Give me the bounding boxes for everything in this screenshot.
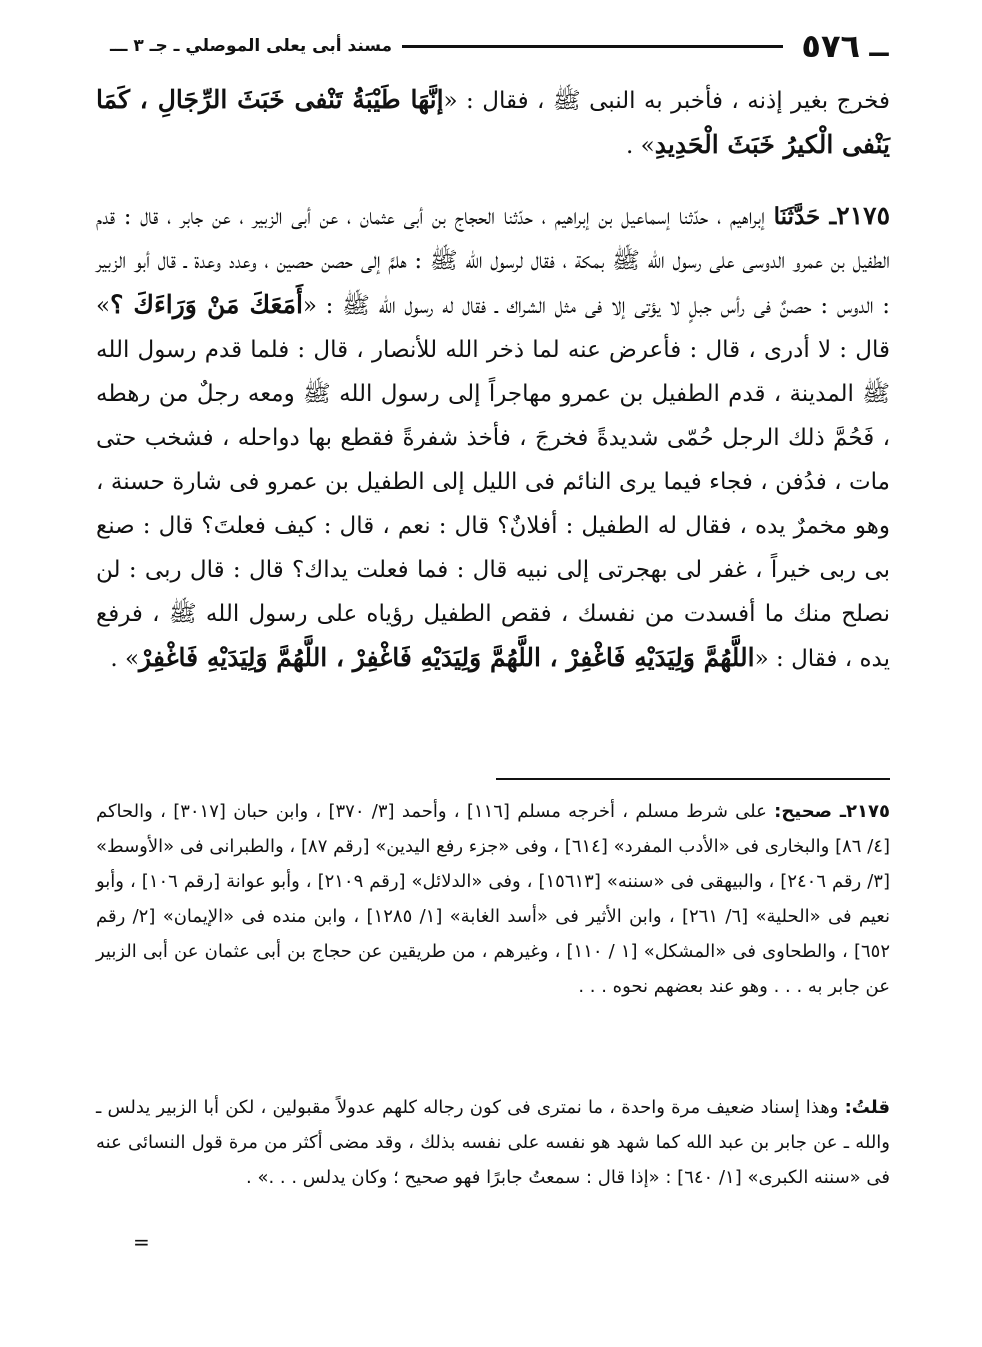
hadith-continuation: » قال : لا أدرى ، قال : فأعرض عنه لما ذخر الله للأنصار ، قال : فلما قدم رسول الله ﷺ المدينة ، قدم الطفيل بن عمرو مهاجراً إلى رسول الله ﷺ ومعه رجلٌ من رهطه ، فَحُمَّ ذلك الرجل حُمّى شديدةً فخرجَ ، فأخذ شفرةً فقطع بها دواحله ، فشخب حتى مات ، فدُفن ، فجاء فيما يرى النائم فى الليل إلى الطفيل بن عمرو فى شارة حسنة ، وهو مخمرٌ يده ، فقال له الطفيل : أفلانٌ؟ قال : نعم ، قال : كيف فعلتَ؟ قال : صنع بى ربى خيراً ، غفر لى بهجرتى إلى نبيه قال : فما فعلت يداك؟ قال : قال ربى : لن نصلح منك ما أفسدت من نفسك ، فقص الطفيل رؤياه على رسول الله ﷺ ، فرفع يده ، فقال : « [96,293,890,672]
running-title: مسند أبى يعلى الموصلي ـ جـ ٣ ـــ [110,36,393,56]
intro-paragraph [96,78,890,168]
running-header [110,28,890,64]
page-number: ٥٧٦ [801,27,860,65]
footnote-comment [96,1090,890,1195]
comment-heading: قلتُ: [844,1097,890,1118]
hadith-number: ٢١٧٥ [836,201,890,230]
quote-dua: اللَّهُمَّ وَلِيَدَيْهِ فَاغْفِرْ ، اللَّهُمَّ وَلِيَدَيْهِ فَاغْفِرْ ، اللَّهُمَّ وَلِيَدَيْهِ فَاغْفِرْ [139,643,755,672]
continuation-mark: = [133,1230,150,1254]
hadith-body: إبراهيم ، حدّثنا إسماعيل بن إبراهيم ، حدّثنا الحجاج بن أبى عثمان ، عن أبى الزبير ، عن جابر ، قال : قدم الطفيل بن عمرو الدوسى على رسول الله ﷺ بمكة ، فقال لرسول الله ﷺ : هلمَّ إلى حصن حصين ، وعدد وعدة ـ قال أبو الزبير : الدوس : حصنٌ فى رأس جبلٍ لا يؤتى إلا فى مثل الشراك ـ فقال له رسول الله ﷺ : « [96,204,890,319]
footnote-divider [496,778,890,780]
footnote-takhrij [96,794,890,1004]
intro-text: فخرج بغير إذنه ، فأخبر به النبى ﷺ ، فقال : « [443,88,890,114]
intro-end: » . [626,133,655,159]
narration-intro: ـ حَدَّثَنَا [773,203,837,230]
quote-ama: أَمَعَكَ مَنْ وَرَاءَكَ ؟ [110,290,303,319]
hadith-end: » . [110,646,140,672]
prophetic-quote: إنَّهَا طَيْبَةُ تَنْفى خَبَثَ الرِّجَالِ ، كَمَا يَنْفى الْكيرُ خَبَثَ الْحَدِيدِ [96,85,890,159]
takhrij-body: على شرط مسلم ، أخرجه مسلم [١١٦] ، وأحمد [٣/ ٣٧٠] ، وابن حبان [٣٠١٧] ، والحاكم [٤/ ٨٦] والبخارى فى «الأدب المفرد» [٦١٤] ، وفى «جزء رفع اليدين» [رقم ٨٧] ، والطبرانى فى «الأوسط» [٣/ رقم ٢٤٠٦] ، والبيهقى فى «سننه» [١٥٦١٣] ، وفى «الدلائل» [رقم ٢١٠٩] ، وأبو عوانة [رقم ١٠٦] ، وأبو نعيم فى «الحلية» [٦/ ٢٦١] ، وابن الأثير فى «أسد الغابة» [١/ ١٢٨٥] ، وابن منده فى «الإيمان» [٢/ رقم ٦٥٢] ، والطحاوى فى «المشكل» [١ / ١١٠] ، وغيرهم ، من طريقين عن حجاج بن أبى عثمان عن أبى الزبير عن جابر به . . . وهو عند بعضهم نحوه . . . [96,801,891,997]
takhrij-heading: ٢١٧٥ـ صحيح: [774,801,890,822]
hadith-paragraph [96,194,890,681]
header-dash: ــ [869,29,889,63]
comment-body: وهذا إسناد ضعيف مرة واحدة ، ما نمترى فى كون رجاله كلهم عدولاً مقبولين ، لكن أبا الزبير يدلس ـ والله ـ عن جابر بن عبد الله كما شهد هو نفسه على نفسه بذلك ، وقد مضى أكثر من مرة قول النسائى عنه فى «سننه الكبرى» [١/ ٦٤٠] : «إذا قال : سمعتُ جابرًا فهو صحيح ؛ وكان يدلس . . .» . [96,1097,890,1188]
header-rule [402,45,783,48]
